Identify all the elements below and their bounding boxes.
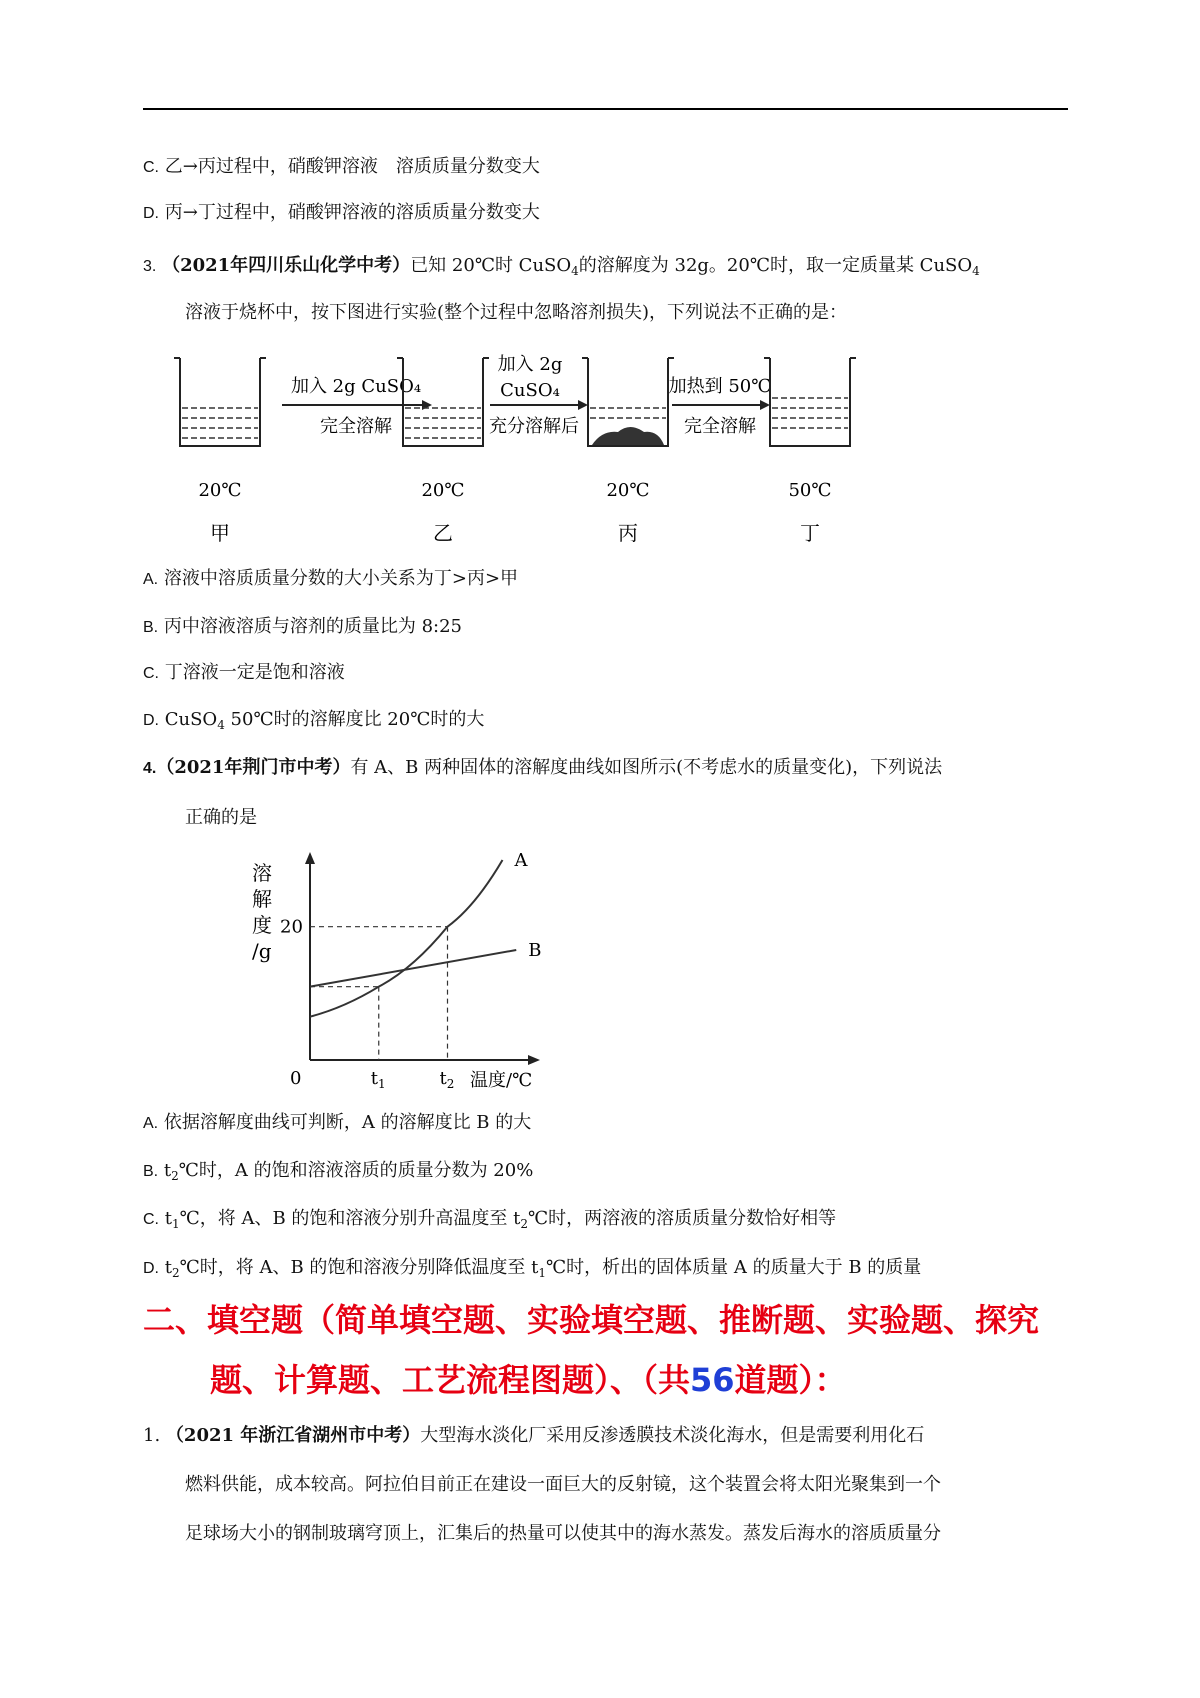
q3-option-b: B. 丙中溶液溶质与溶剂的质量比为 8:25: [143, 616, 463, 637]
beaker-ding: [764, 358, 856, 446]
crystal-precipitate: [592, 427, 664, 445]
series-b-line: [310, 950, 516, 987]
name-ding: 丁: [800, 521, 820, 545]
ylabel-char-3: 度: [252, 913, 272, 937]
name-jia: 甲: [210, 521, 230, 545]
section-heading-line1: 二、填空题（简单填空题、实验填空题、推断题、实验题、探究: [143, 1301, 1040, 1339]
name-bing: 丙: [618, 521, 638, 545]
q3-option-a: A. 溶液中溶质质量分数的大小关系为丁>丙>甲: [143, 568, 519, 589]
series-a-line: [310, 860, 503, 1017]
arrow3-top-label: 加热到 50℃: [668, 376, 772, 397]
ylabel-char-4: /g: [252, 939, 272, 963]
q4-option-c: C. $t_1℃$，将 A、B 的饱和溶液分别升高温度至 $t_2℃$时，两溶液的溶质质量分数恰好相等: [143, 1208, 837, 1231]
fill-q1-line2: 燃料供能，成本较高。阿拉伯目前正在建设一面巨大的反射镜，这个装置会将太阳光聚集到一个: [185, 1474, 941, 1495]
arrow1-bottom-label: 完全溶解: [320, 416, 392, 437]
q4-stem-line1: 4.（2021年荆门市中考）有 A、B 两种固体的溶解度曲线如图所示(不考虑水的质量变化)，下列说法: [143, 757, 943, 778]
question-count: 56: [690, 1361, 735, 1399]
arrow1-top-label: 加入 2g CuSO₄: [290, 376, 422, 397]
origin-label: 0: [290, 1068, 302, 1089]
temp-bing: 20℃: [606, 480, 650, 501]
arrow2-bottom-label: 充分溶解后: [489, 416, 579, 437]
q3-source: （2021年四川乐山化学中考）: [162, 255, 411, 276]
arrow2-top-label-1: 加入 2g: [497, 354, 563, 375]
q3-stem-line1: 3. （2021年四川乐山化学中考）已知 20℃时 CuSO$_4$的溶解度为 32g。20℃时，取一定质量某 CuSO$_4$: [143, 255, 980, 278]
temp-yi: 20℃: [421, 480, 465, 501]
q3-experiment-figure: [160, 350, 920, 550]
fill-q1-line3: 足球场大小的钢制玻璃穹顶上，汇集后的热量可以使其中的海水蒸发。蒸发后海水的溶质质量分: [185, 1523, 941, 1544]
ylabel-char-1: 溶: [252, 861, 272, 885]
q4-option-d: D. $t_2℃$时，将 A、B 的饱和溶液分别降低温度至 $t_1℃$时，析出的固体质量 A 的质量大于 B 的质量: [143, 1257, 922, 1280]
series-a-label: A: [514, 850, 528, 871]
series-b-label: B: [528, 940, 542, 961]
q4-option-b: B. $t_2℃$时，A 的饱和溶液溶质的质量分数为 20%: [143, 1160, 534, 1183]
q2-option-c: C. 乙→丙过程中，硝酸钾溶液 溶质质量分数变大: [143, 156, 540, 177]
section-heading-line2: 题、计算题、工艺流程图题）、（共56道题）：: [210, 1361, 847, 1399]
q3-option-c: C. 丁溶液一定是饱和溶液: [143, 662, 345, 683]
q4-option-a: A. 依据溶解度曲线可判断，A 的溶解度比 B 的大: [143, 1112, 532, 1133]
ylabel-char-2: 解: [252, 887, 272, 911]
y-tick-20: 20: [280, 916, 303, 938]
q4-stem-line2: 正确的是: [185, 807, 257, 828]
x-axis-label: 温度/℃: [470, 1070, 533, 1090]
beaker-yi: [397, 358, 489, 446]
arrow2-top-label-2: CuSO₄: [500, 380, 560, 401]
temp-ding: 50℃: [788, 480, 832, 501]
q3-option-d: D. CuSO$_4$ 50℃时的溶解度比 20℃时的大: [143, 709, 485, 732]
q2-option-d: D. 丙→丁过程中，硝酸钾溶液的溶质质量分数变大: [143, 202, 540, 223]
fill-q1-source: （2021 年浙江省湖州市中考）: [165, 1425, 421, 1446]
x-tick-t2: $t_2$: [439, 1068, 455, 1090]
arrow3-bottom-label: 完全溶解: [684, 416, 756, 437]
beaker-bing: [582, 358, 674, 446]
x-tick-t1: $t_1$: [370, 1068, 386, 1090]
q4-source: （2021年荆门市中考）: [156, 757, 351, 778]
solubility-chart: [230, 850, 550, 1090]
header-rule: [143, 108, 1068, 110]
name-yi: 乙: [433, 521, 453, 545]
q3-stem-line2: 溶液于烧杯中，按下图进行实验(整个过程中忽略溶剂损失)，下列说法不正确的是：: [185, 302, 848, 323]
fill-q1-line1: 1. （2021 年浙江省湖州市中考）大型海水淡化厂采用反渗透膜技术淡化海水，但是需要利用化石: [143, 1425, 925, 1446]
temp-jia: 20℃: [198, 480, 242, 501]
beaker-jia: [174, 358, 266, 446]
